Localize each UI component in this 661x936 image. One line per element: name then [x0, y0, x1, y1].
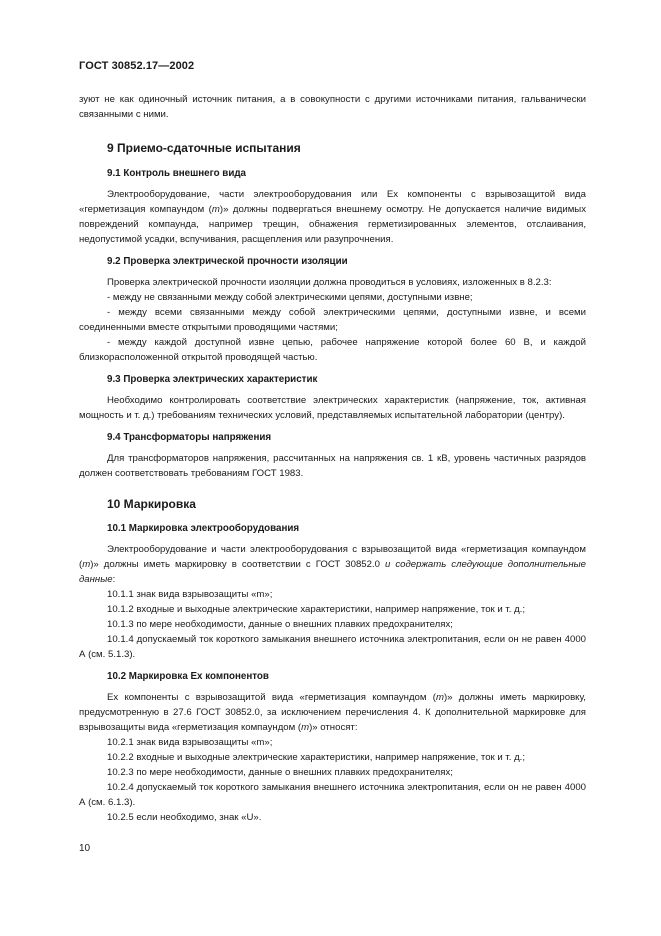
section-9-4-text: Для трансформаторов напряжения, рассчитанных на напряжения св. 1 кВ, уровень частичных разрядов должен соответствовать требованиям ГОСТ 1983.	[79, 453, 586, 479]
text-part: )» должны иметь маркировку, предусмотренную в 27.6 ГОСТ 30852.0, за исключением перечисления 4. К дополнительной маркировке для взрывозащиты вида «герметизация компаундом (	[79, 692, 586, 733]
section-10-title: 10 Маркировка	[107, 497, 196, 511]
text-part: )» должны иметь маркировку в соответствии с ГОСТ 30852.0	[90, 559, 385, 570]
section-9-4-title: 9.4 Трансформаторы напряжения	[107, 432, 272, 443]
section-10-1-title: 10.1 Маркировка электрооборудования	[107, 523, 300, 534]
section-9-3-title: 9.3 Проверка электрических характеристик	[107, 374, 318, 385]
section-9-1-text: Электрооборудование, части электрооборудования или Ex компоненты с взрывозащитой вида «герметизация компаундом (m)» должны подвергаться внешнему осмотру. Не допускается наличие видимых повреждений компаунда, например трещин, обнажения герметизированных элементов, отслаивания, недопустимой усадки, вспучивания, расщепления или разупрочнения.	[79, 189, 586, 245]
section-10-2-item: 10.2.5 если необходимо, знак «U».	[107, 812, 262, 823]
text-italic-m: m	[82, 559, 91, 570]
section-9-2-item: - между каждой доступной извне цепью, рабочее напряжение которой более 60 В, и каждой близкорасположенной открытой проводящей частью.	[79, 337, 586, 363]
section-10-1-item: 10.1.4 допускаемый ток короткого замыкания внешнего источника электропитания, если он не равен 4000 А (см. 5.1.3).	[79, 634, 586, 660]
text-part: Ex компоненты с взрывозащитой вида «герметизация компаундом (	[107, 692, 436, 703]
section-10-2-item: 10.2.3 по мере необходимости, данные о внешних плавких предохранителях;	[107, 767, 453, 778]
section-9-title: 9 Приемо-сдаточные испытания	[107, 141, 301, 155]
page-number: 10	[79, 843, 91, 854]
section-10-1-text	[79, 542, 586, 587]
section-10-1-item: 10.1.2 входные и выходные электрические характеристики, например напряжение, ток и т. д.;	[107, 604, 526, 615]
section-10-1-item: 10.1.3 по мере необходимости, данные о внешних плавких предохранителях;	[107, 619, 453, 630]
text-part: :	[112, 574, 116, 585]
text-italic-phrase: и содержать следующие дополнительные данные	[79, 559, 586, 585]
text-part: Электрооборудование и части электрооборудования с взрывозащитой вида «герметизация компаундом (	[79, 544, 586, 570]
section-10-1-item: 10.1.1 знак вида взрывозащиты «m»;	[107, 589, 273, 600]
text-part: )» относят:	[309, 722, 358, 733]
text-italic-m: m	[211, 204, 220, 215]
section-10-2-item: 10.2.4 допускаемый ток короткого замыкания внешнего источника электропитания, если он не равен 4000 А (см. 6.1.3).	[79, 782, 586, 808]
section-10-2-item: 10.2.1 знак вида взрывозащиты «m»;	[107, 737, 273, 748]
section-9-3-text: Необходимо контролировать соответствие электрических характеристик (напряжение, ток, активная мощность и т. д.) требованиям технических условий, представляемых испытательной лаборатории (центру).	[79, 395, 586, 421]
section-9-2-text: Проверка электрической прочности изоляции должна проводиться в условиях, изложенных в 8.2.3:	[107, 277, 552, 288]
intro-paragraph: зуют не как одиночный источник питания, а в совокупности с другими источниками питания, гальванически связанными с ними.	[79, 94, 586, 120]
section-10-2-item: 10.2.2 входные и выходные электрические характеристики, например напряжение, ток и т. д.;	[107, 752, 526, 763]
document-body	[79, 92, 586, 825]
section-9-2-title: 9.2 Проверка электрической прочности изоляции	[107, 256, 348, 267]
document-header: ГОСТ 30852.17—2002	[79, 60, 195, 72]
text-italic-m: m	[301, 722, 310, 733]
section-9-2-item: - между не связанными между собой электрическими цепями, доступными извне;	[107, 292, 473, 303]
section-9-1-title: 9.1 Контроль внешнего вида	[107, 168, 247, 179]
section-10-2-text	[79, 690, 586, 735]
section-9-2-item: - между всеми связанными между собой электрическими цепями, доступными извне, и всеми соединенными вместе открытыми проводящими частями;	[79, 307, 586, 333]
section-10-2-title: 10.2 Маркировка Ex компонентов	[107, 671, 269, 682]
text-italic-m: m	[435, 692, 444, 703]
